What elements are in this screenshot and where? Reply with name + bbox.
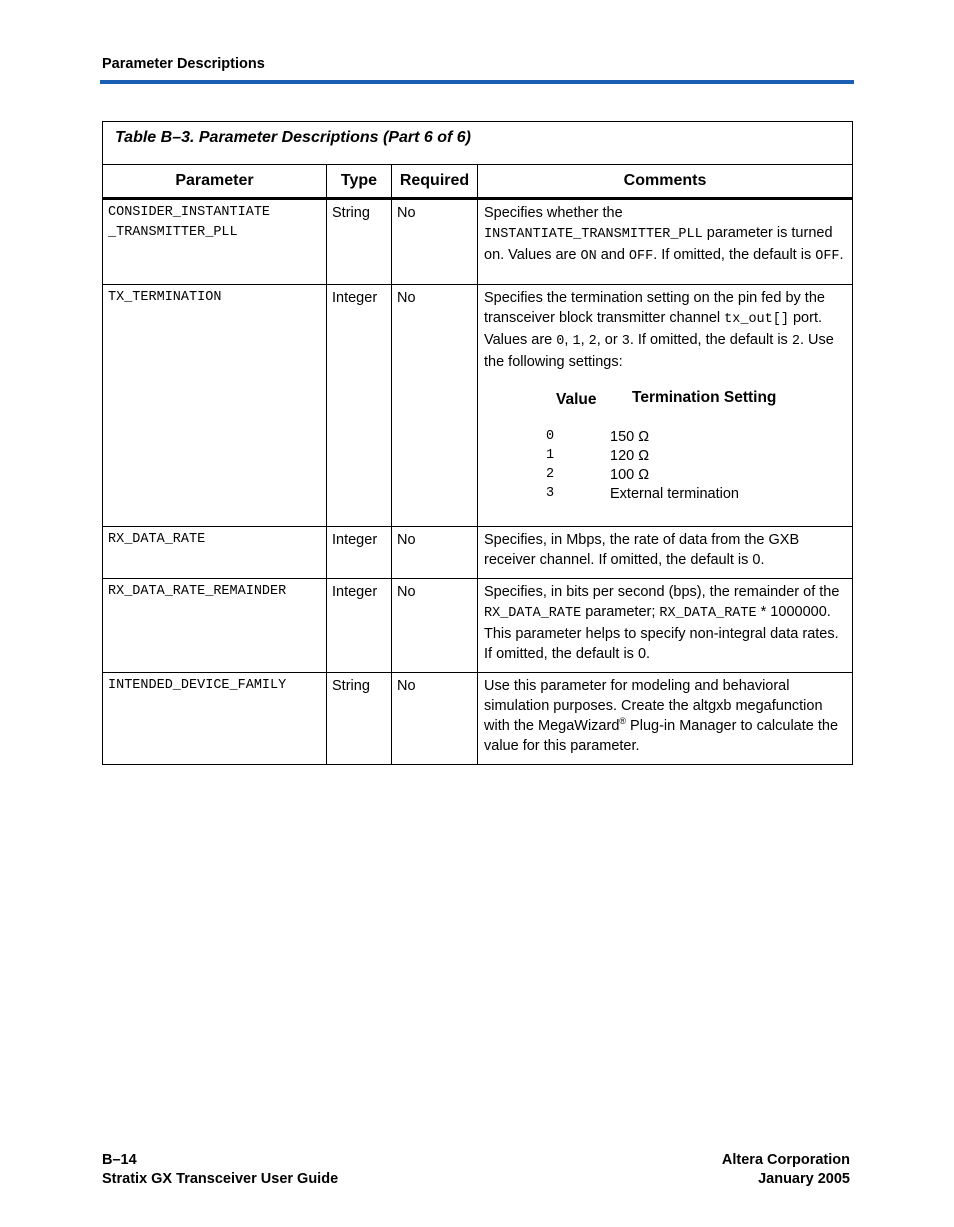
type-cell: Integer	[327, 527, 392, 579]
parameter-name-line: CONSIDER_INSTANTIATE	[108, 205, 271, 220]
comment-text: Plug-in Manager to calculate the value for this parameter.	[484, 718, 839, 754]
column-header-type: Type	[327, 165, 392, 199]
parameter-name-cell: RX_DATA_RATE_REMAINDER	[103, 579, 327, 673]
comment-text: . If omitted, the default is	[629, 332, 792, 348]
table-row	[103, 527, 853, 579]
termination-setting-row	[484, 466, 847, 485]
comment-text: and	[596, 247, 629, 263]
table-row	[103, 673, 853, 765]
header-rule	[100, 80, 854, 84]
comment-code: RX_DATA_RATE	[659, 606, 757, 621]
required-cell: No	[392, 527, 478, 579]
comment-code: tx_out[]	[724, 312, 789, 327]
setting-value: 3	[546, 486, 555, 501]
table-row	[103, 199, 853, 285]
comment-code: 2	[588, 334, 597, 349]
comment-code: ON	[580, 249, 597, 264]
publication-date: January 2005	[758, 1171, 850, 1187]
parameter-name-cell: INTENDED_DEVICE_FAMILY	[103, 673, 327, 765]
comment-text: parameter is turned on. Values are	[484, 225, 833, 263]
footer-left	[102, 1151, 338, 1189]
comment-text: parameter;	[581, 604, 660, 620]
settings-value-header: Value	[556, 391, 597, 408]
setting-description: External termination	[610, 486, 739, 502]
termination-setting-row	[484, 485, 847, 504]
comment-code: 1	[572, 334, 581, 349]
type-cell: String	[327, 199, 392, 285]
comment-text: * 1000000. This parameter helps to specify non-integral data rates. If omitted, the default is 0.	[484, 604, 839, 662]
table-row	[103, 285, 853, 527]
termination-settings-header	[484, 388, 847, 410]
page-header-title: Parameter Descriptions	[102, 56, 265, 72]
comment-text: Specifies, in bits per second (bps), the remainder of the	[484, 584, 840, 600]
company-name: Altera Corporation	[721, 1152, 850, 1168]
required-cell: No	[392, 199, 478, 285]
comment-code: INSTANTIATE_TRANSMITTER_PLL	[484, 227, 703, 242]
column-header-comments: Comments	[478, 165, 853, 199]
setting-value: 2	[546, 467, 555, 482]
setting-description: 150 Ω	[610, 429, 650, 445]
comment-code: OFF	[628, 249, 654, 264]
type-cell: String	[327, 673, 392, 765]
termination-setting-row	[484, 447, 847, 466]
column-header-parameter: Parameter	[103, 165, 327, 199]
setting-value: 0	[546, 429, 555, 444]
parameter-table	[102, 121, 853, 765]
comment-text: Specifies whether the	[484, 205, 623, 221]
parameter-name-cell: RX_DATA_RATE	[103, 527, 327, 579]
comment-code: RX_DATA_RATE	[484, 606, 582, 621]
table-row	[103, 579, 853, 673]
termination-setting-row	[484, 428, 847, 447]
comment-text: . Use the following settings:	[484, 332, 834, 370]
parameter-name-line: _TRANSMITTER_PLL	[108, 225, 238, 240]
comment-paragraph	[484, 288, 847, 372]
type-cell: Integer	[327, 579, 392, 673]
column-header-required: Required	[392, 165, 478, 199]
required-cell: No	[392, 673, 478, 765]
type-cell: Integer	[327, 285, 392, 527]
guide-title: Stratix GX Transceiver User Guide	[102, 1171, 339, 1187]
comment-text: . If omitted, the default is	[653, 247, 816, 263]
footer-right	[722, 1151, 850, 1189]
table-header-row	[103, 165, 853, 199]
comment-text: ,	[580, 332, 589, 348]
required-cell: No	[392, 579, 478, 673]
comment-code: 2	[791, 334, 800, 349]
comments-cell	[478, 285, 853, 527]
setting-value: 1	[546, 448, 555, 463]
registered-mark: ®	[619, 716, 627, 727]
page-number: B–14	[102, 1152, 137, 1168]
comment-text: Specifies the termination setting on the pin fed by the transceiver block transmitter channel	[484, 290, 825, 326]
comment-code: OFF	[815, 249, 840, 264]
parameter-name-cell: TX_TERMINATION	[103, 285, 327, 527]
comments-cell	[478, 199, 853, 285]
comment-text: Use this parameter for modeling and behavioral simulation purposes. Create the altgxb megafunction with the MegaWizard	[484, 678, 823, 734]
parameter-name-cell	[103, 199, 327, 285]
comment-text: , or	[596, 332, 622, 348]
comment-text: .	[839, 247, 844, 263]
comments-cell	[478, 579, 853, 673]
comment-text: ,	[564, 332, 573, 348]
comments-cell	[478, 673, 853, 765]
required-cell: No	[392, 285, 478, 527]
table-caption: Table B–3. Parameter Descriptions (Part 6 of 6)	[103, 122, 853, 165]
comment-code: 3	[621, 334, 630, 349]
comment-code: 0	[556, 334, 565, 349]
termination-settings-list	[484, 428, 847, 504]
parameter-table-container	[102, 121, 852, 765]
comment-text: port. Values are	[484, 310, 823, 348]
settings-termination-header: Termination Setting	[632, 389, 777, 406]
setting-description: 120 Ω	[610, 448, 650, 464]
comments-cell: Specifies, in Mbps, the rate of data from the GXB receiver channel. If omitted, the default is 0.	[478, 527, 853, 579]
setting-description: 100 Ω	[610, 467, 650, 483]
